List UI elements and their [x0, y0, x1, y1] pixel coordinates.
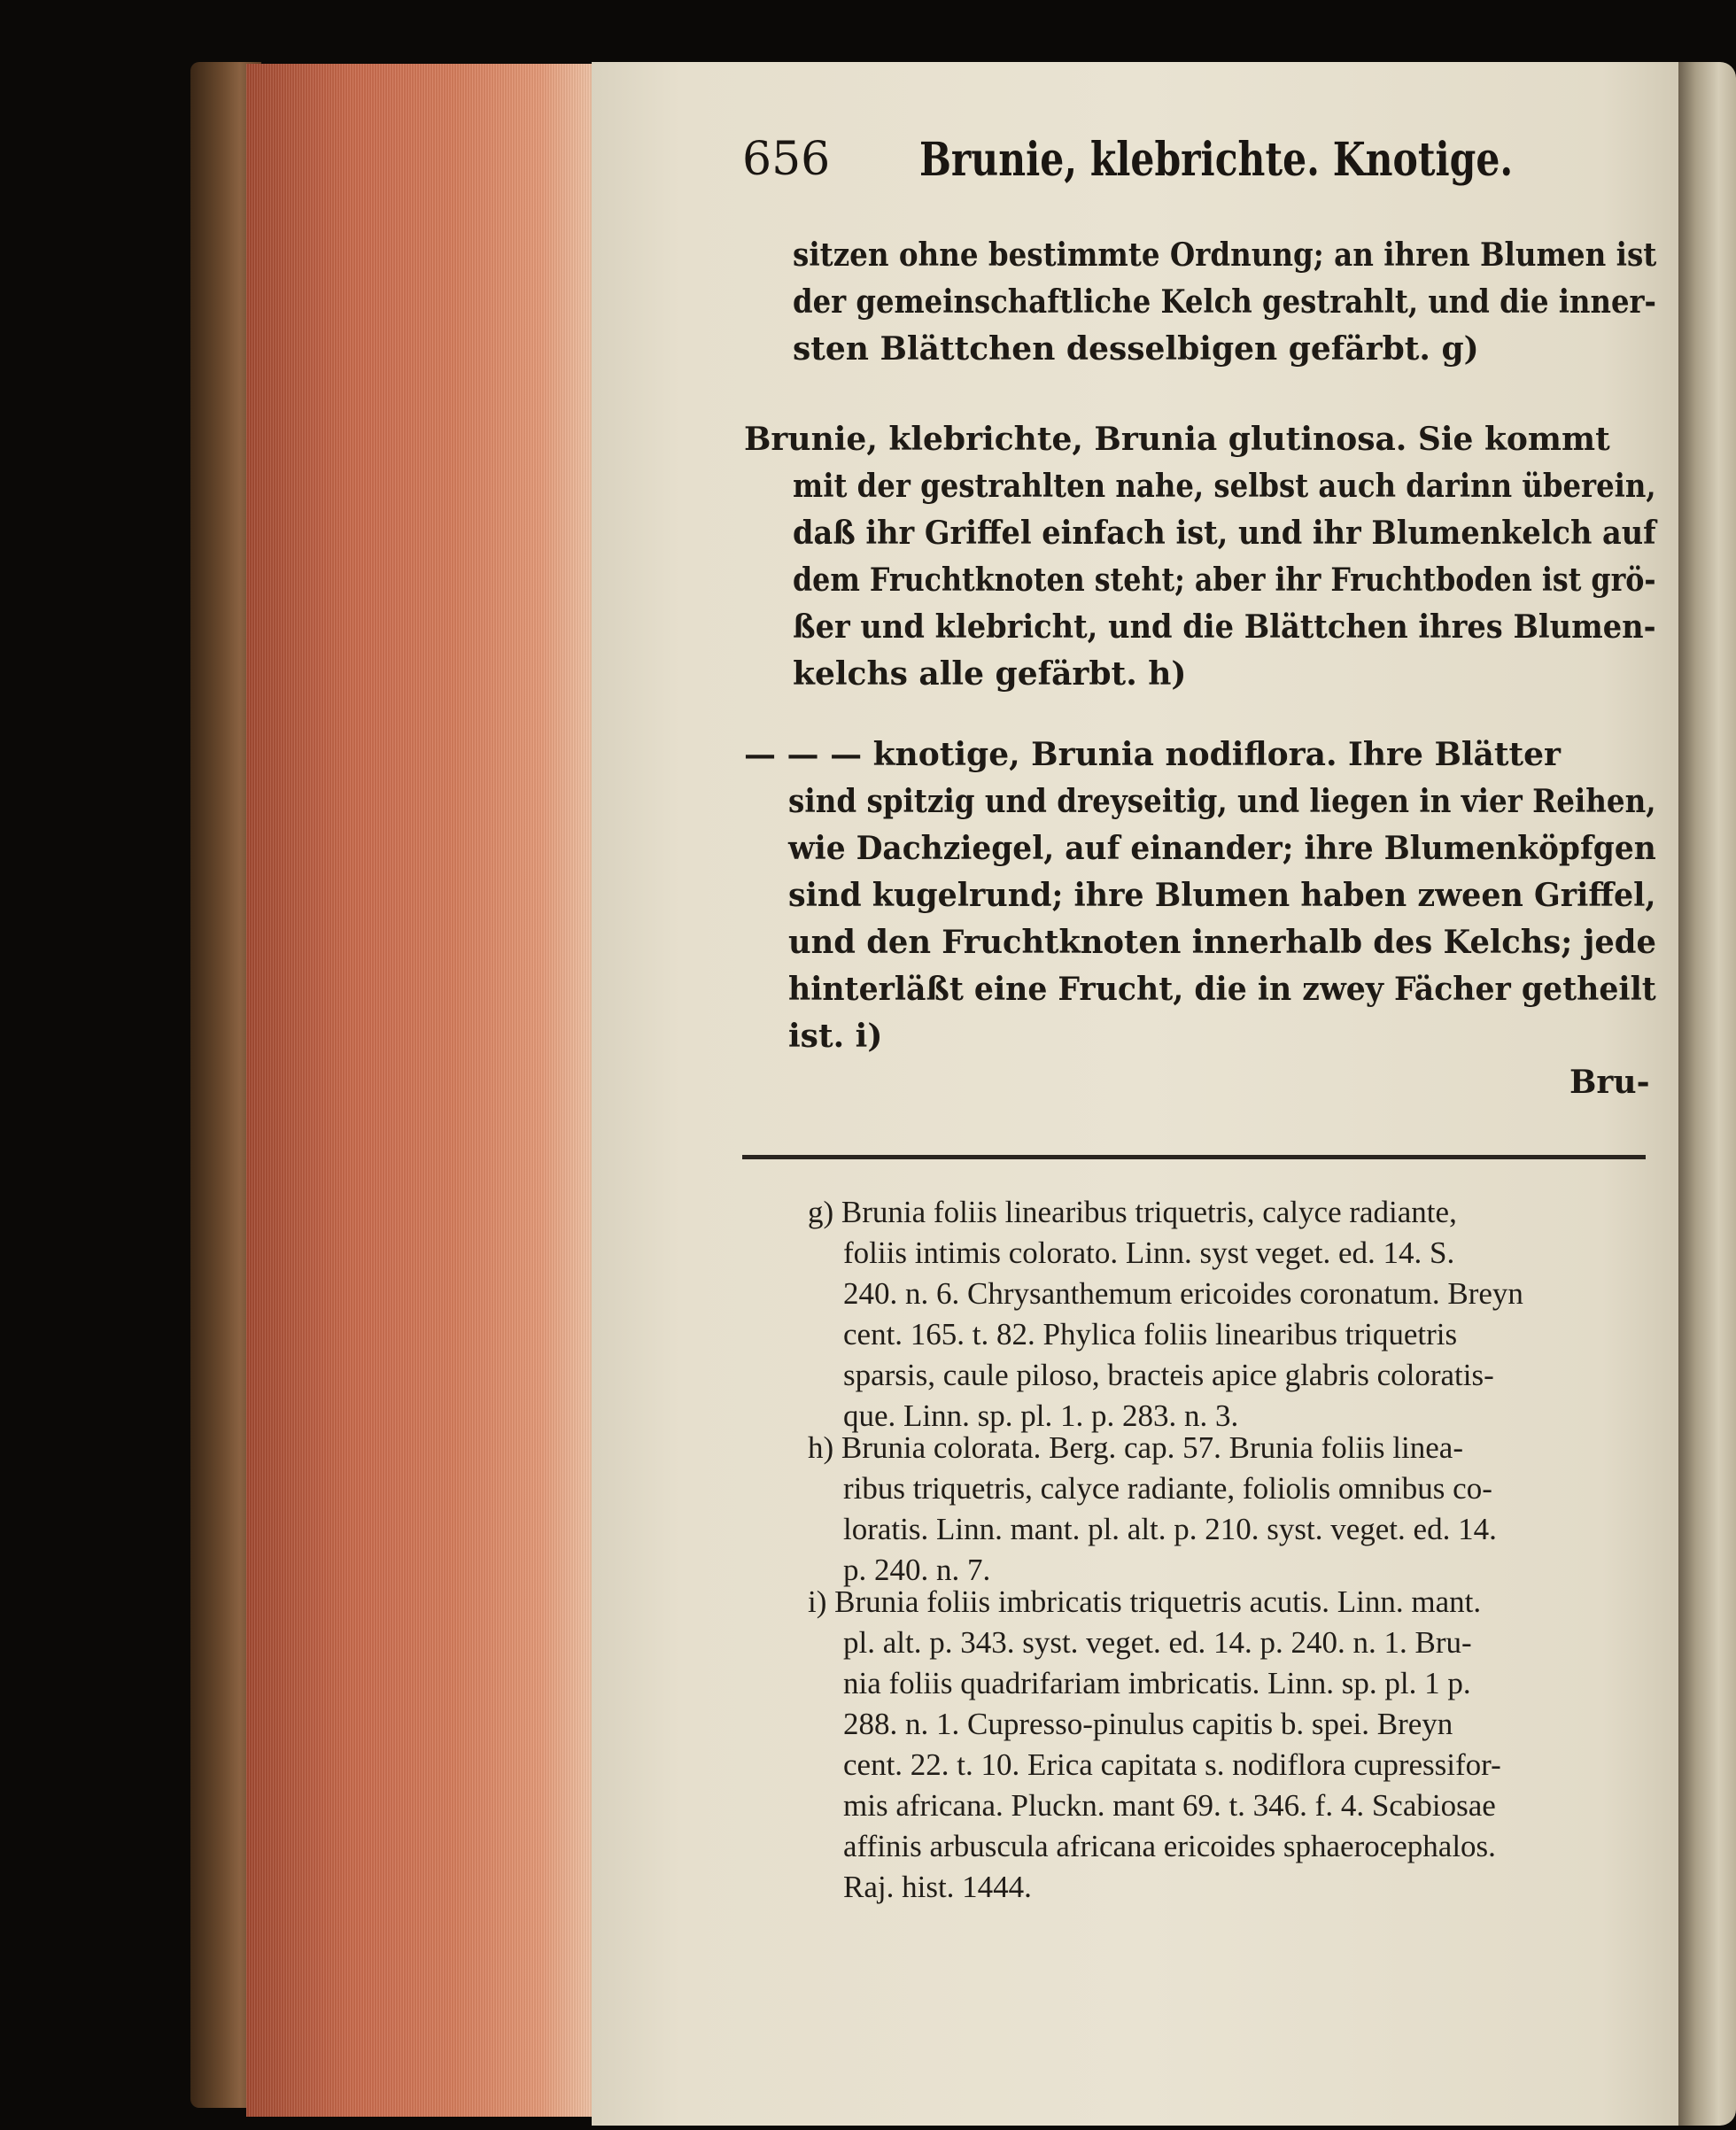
- footnote-line: 288. n. 1. Cupresso-pinulus capitis b. spei. Breyn: [843, 1707, 1453, 1741]
- text-line: hinterläßt eine Frucht, die in zwey Fächer getheilt: [788, 971, 1656, 1008]
- running-head: Brunie, klebrichte. Knotige.: [919, 133, 1514, 187]
- footnote-line: p. 240. n. 7.: [843, 1553, 991, 1587]
- entry-brunia-nodiflora: — — — knotige, Brunia nodiflora. Ihre Blätter: [744, 736, 1562, 773]
- footnote-i: i) Brunia foliis imbricatis triquetris acutis. Linn. mant.: [808, 1584, 1482, 1619]
- footnote-line: que. Linn. sp. pl. 1. p. 283. n. 3.: [843, 1398, 1239, 1433]
- footnote-line: nia foliis quadrifariam imbricatis. Linn. sp. pl. 1 p.: [843, 1666, 1471, 1700]
- footnote-line: cent. 22. t. 10. Erica capitata s. nodiflora cupressifor-: [843, 1747, 1501, 1782]
- text-line: und den Fruchtknoten innerhalb des Kelchs; jede: [788, 924, 1656, 961]
- text-line: dem Fruchtknoten steht; aber ihr Fruchtboden ist grö-: [793, 562, 1656, 599]
- footnote-h: h) Brunia colorata. Berg. cap. 57. Brunia foliis linea-: [808, 1430, 1463, 1465]
- footnote-line: sparsis, caule piloso, bracteis apice glabris coloratis-: [843, 1358, 1494, 1392]
- footnote-line: pl. alt. p. 343. syst. veget. ed. 14. p. 240. n. 1. Bru-: [843, 1625, 1472, 1660]
- text-line: sitzen ohne bestimmte Ordnung; an ihren Blumen ist: [793, 236, 1657, 274]
- footnote-line: cent. 165. t. 82. Phylica foliis linearibus triquetris: [843, 1317, 1458, 1352]
- page-header: [742, 133, 1513, 195]
- text-line: sind spitzig und dreyseitig, und liegen in vier Reihen,: [788, 783, 1656, 820]
- footnote-line: affinis arbuscula africana ericoides sphaerocephalos.: [843, 1829, 1496, 1863]
- page-number: 656: [742, 133, 831, 186]
- text-line: ist. i): [788, 1018, 883, 1055]
- text-line: der gemeinschaftliche Kelch gestrahlt, und die inner-: [793, 283, 1656, 321]
- text-line: sind kugelrund; ihre Blumen haben zween Griffel,: [788, 877, 1656, 914]
- page-edges: [246, 64, 593, 2117]
- text-line: wie Dachziegel, auf einander; ihre Blumenköpfgen: [788, 830, 1656, 867]
- text-line: mit der gestrahlten nahe, selbst auch darinn überein,: [793, 468, 1656, 505]
- footnote-line: mis africana. Pluckn. mant 69. t. 346. f. 4. Scabiosae: [843, 1788, 1496, 1823]
- next-page-edge: [1678, 62, 1736, 2126]
- entry-brunia-glutinosa: Brunie, klebrichte, Brunia glutinosa. Sie kommt: [744, 421, 1610, 458]
- footnote-line: ribus triquetris, calyce radiante, foliolis omnibus co-: [843, 1471, 1492, 1506]
- footnote-g: g) Brunia foliis linearibus triquetris, calyce radiante,: [808, 1195, 1457, 1229]
- footnote-line: Raj. hist. 1444.: [843, 1870, 1032, 1904]
- text-line: ßer und klebricht, und die Blättchen ihres Blumen-: [793, 608, 1656, 646]
- text-line: sten Blättchen desselbigen gefärbt. g): [793, 330, 1479, 368]
- text-line: kelchs alle gefärbt. h): [793, 655, 1187, 693]
- footnote-rule: [742, 1155, 1646, 1159]
- text-line: daß ihr Griffel einfach ist, und ihr Blumenkelch auf: [793, 515, 1656, 552]
- catchword: Bru-: [1569, 1064, 1650, 1101]
- footnote-line: loratis. Linn. mant. pl. alt. p. 210. syst. veget. ed. 14.: [843, 1512, 1497, 1546]
- footnote-line: 240. n. 6. Chrysanthemum ericoides coronatum. Breyn: [843, 1276, 1523, 1311]
- footnote-line: foliis intimis colorato. Linn. syst veget. ed. 14. S.: [843, 1235, 1455, 1270]
